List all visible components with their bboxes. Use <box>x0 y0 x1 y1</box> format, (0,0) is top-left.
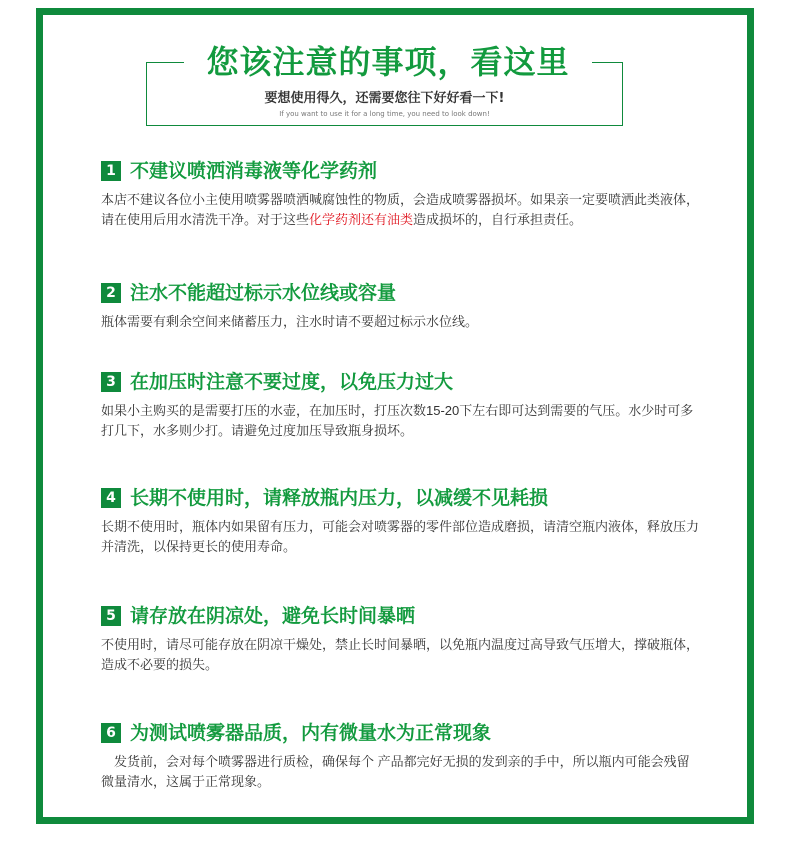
section-5 <box>101 603 703 675</box>
section-body <box>101 190 701 230</box>
section-title: 为测试喷雾器品质，内有微量水为正常现象 <box>130 722 492 744</box>
section-body-text: 本店不建议各位小主使用喷雾器喷洒喊腐蚀性的物质，会造成喷雾器损坏。如果亲一定要喷洒此类液体，请在使用后用水清洗干净。对于这些 <box>101 192 700 227</box>
section-1 <box>101 158 703 230</box>
section-6 <box>101 720 703 792</box>
page-subtitle: 要想使用得久，还需要您往下好好看一下! <box>264 91 505 106</box>
section-3 <box>101 369 703 441</box>
section-body-highlight: 化学药剂还有油类 <box>309 212 414 227</box>
section-body: 瓶体需要有剩余空间来储蓄压力，注水时请不要超过标示水位线。 <box>101 314 479 329</box>
section-heading <box>101 280 703 306</box>
section-2 <box>101 280 703 332</box>
section-title: 长期不使用时，请释放瓶内压力，以减缓不见耗损 <box>130 487 549 509</box>
section-4 <box>101 485 703 557</box>
section-number-badge: 2 <box>101 283 121 303</box>
section-number-badge: 6 <box>101 723 121 743</box>
page-subtitle-english: If you want to use it for a long time, you need to look down! <box>279 110 490 118</box>
section-title: 请存放在阴凉处，避免长时间暴晒 <box>130 605 416 627</box>
section-title: 在加压时注意不要过度，以免压力过大 <box>130 371 454 393</box>
page-title: 您该注意的事项，看这里 <box>184 40 592 84</box>
header-rule-right <box>592 62 623 63</box>
section-body: 发货前，会对每个喷雾器进行质检，确保每个 产品都完好无损的发到亲的手中，所以瓶内可能会残留微量清水，这属于正常现象。 <box>101 754 690 789</box>
section-body-text-end: 造成损坏的，自行承担责任。 <box>413 212 583 227</box>
section-heading <box>101 603 703 629</box>
section-number-badge: 5 <box>101 606 121 626</box>
section-body: 不使用时，请尽可能存放在阴凉干燥处，禁止长时间暴晒，以免瓶内温度过高导致气压增大，撑破瓶体，造成不必要的损失。 <box>101 637 700 672</box>
section-heading <box>101 720 703 746</box>
section-heading <box>101 485 703 511</box>
section-title: 不建议喷洒消毒液等化学药剂 <box>130 160 378 182</box>
section-body: 如果小主购买的是需要打压的水壶，在加压时，打压次数15-20下左右即可达到需要的气压。水少时可多打几下，水多则少打。请避免过度加压导致瓶身损坏。 <box>101 403 694 438</box>
section-heading <box>101 158 703 184</box>
section-title: 注水不能超过标示水位线或容量 <box>130 282 397 304</box>
section-body: 长期不使用时，瓶体内如果留有压力，可能会对喷雾器的零件部位造成磨损，请清空瓶内液体，释放压力并清洗，以保持更长的使用寿命。 <box>101 519 700 554</box>
section-number-badge: 1 <box>101 161 121 181</box>
header-rule-left <box>146 62 184 63</box>
section-number-badge: 3 <box>101 372 121 392</box>
section-heading <box>101 369 703 395</box>
section-number-badge: 4 <box>101 488 121 508</box>
